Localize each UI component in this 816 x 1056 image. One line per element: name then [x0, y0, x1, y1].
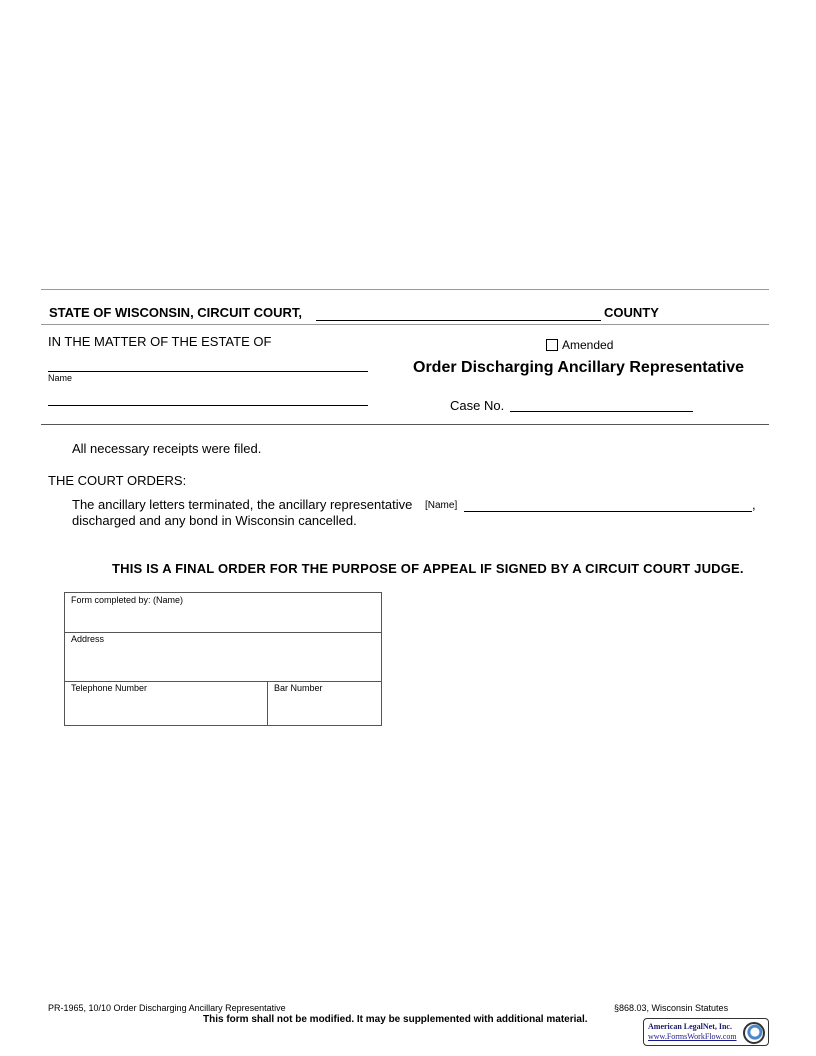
county-name-line[interactable]: [316, 320, 601, 321]
final-order-notice: THIS IS A FINAL ORDER FOR THE PURPOSE OF APPEAL IF SIGNED BY A CIRCUIT COURT JUDGE.: [112, 561, 744, 576]
bar-number-label: Bar Number: [274, 683, 323, 693]
info-box: [64, 592, 382, 726]
case-no-label: Case No.: [450, 398, 505, 413]
statute: §868.03, Wisconsin Statutes: [614, 1003, 729, 1013]
court-orders-heading: THE COURT ORDERS:: [48, 473, 187, 488]
header-rule: [41, 324, 769, 325]
estate-name-line[interactable]: [48, 371, 368, 372]
order-text-2: discharged and any bond in Wisconsin cancelled.: [72, 513, 357, 528]
estate-name-line-2[interactable]: [48, 405, 368, 406]
case-no-line[interactable]: [510, 411, 693, 412]
info-box-vertical-divider: [267, 681, 268, 725]
info-box-divider-1: [65, 632, 381, 633]
receipts-text: All necessary receipts were filed.: [72, 441, 262, 456]
address-label: Address: [71, 634, 105, 644]
logo-title: American LegalNet, Inc.: [648, 1022, 732, 1031]
top-rule: [41, 289, 769, 290]
trailing-comma: ,: [752, 497, 756, 512]
info-box-divider-2: [65, 681, 381, 682]
order-text-1: The ancillary letters terminated, the ancillary representative: [72, 497, 413, 512]
name-label: Name: [48, 373, 73, 383]
court-line: STATE OF WISCONSIN, CIRCUIT COURT,: [49, 305, 303, 320]
caption-rule: [41, 424, 769, 425]
logo-url[interactable]: www.FormsWorkFlow.com: [648, 1032, 737, 1041]
completed-by-label: Form completed by: (Name): [71, 595, 184, 605]
form-id: PR-1965, 10/10 Order Discharging Ancillary Representative: [48, 1003, 286, 1013]
amended-checkbox[interactable]: [546, 339, 558, 351]
representative-name-line[interactable]: [464, 511, 752, 512]
matter-label: IN THE MATTER OF THE ESTATE OF: [48, 334, 272, 349]
logo-seal-icon: [743, 1022, 765, 1044]
telephone-label: Telephone Number: [71, 683, 148, 693]
name-placeholder: [Name]: [425, 500, 458, 511]
footer-notice: This form shall not be modified. It may be supplemented with additional material.: [203, 1014, 588, 1025]
form-title: Order Discharging Ancillary Representative: [413, 359, 745, 376]
amended-label: Amended: [562, 338, 614, 352]
county-label: COUNTY: [604, 305, 659, 320]
publisher-logo[interactable]: [643, 1018, 769, 1046]
